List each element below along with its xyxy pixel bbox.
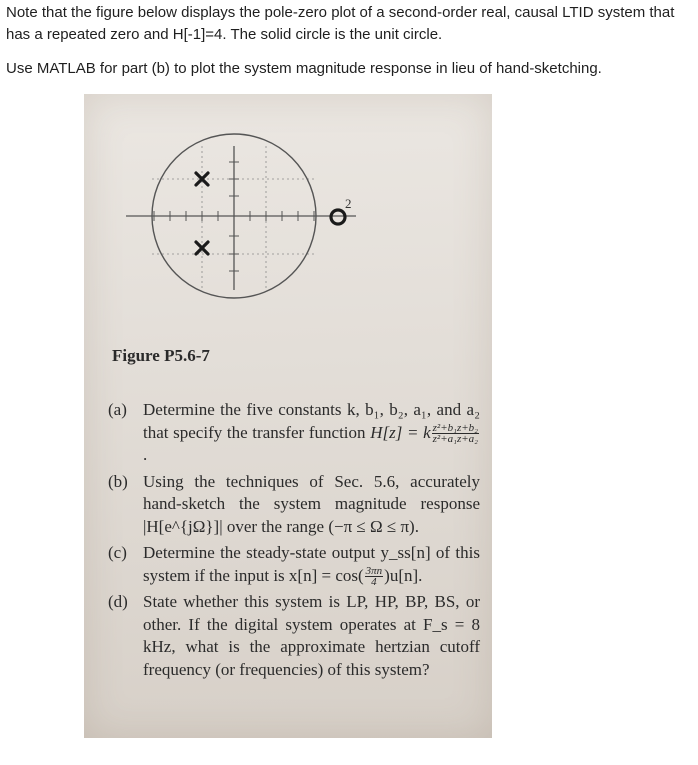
intro-paragraph-2: Use MATLAB for part (b) to plot the system magnitude response in lieu of hand-sketching. [6,60,602,77]
problem-d [108,591,480,681]
transfer-function-fraction [432,423,479,444]
problem-c-text-end: )u[n]. [384,565,423,585]
problem-d-text: State whether this system is LP, HP, BP, BS, or other. If the digital system operates at F_s = 8 kHz, what is the approximate hertzian cutoff frequency (or frequencies) of this system? [143,592,480,679]
pole-zero-plot [84,94,492,344]
problem-a [108,399,480,467]
repeated-zero [331,210,345,224]
zero-multiplicity-label: 2 [345,196,352,211]
problem-c-label: (c) [108,543,127,563]
input-frequency-numerator: 3πn [365,565,383,578]
problem-a-text: Determine the five constants k, b₁, b₂, a₁, and a₂ that specify the transfer function [143,400,480,442]
problem-b [108,471,480,539]
input-frequency-denominator: 4 [371,576,377,589]
problem-list [108,399,480,685]
input-frequency-fraction [365,566,384,587]
figure-caption: Figure P5.6-7 [112,346,210,365]
problem-b-text: Using the techniques of Sec. 5.6, accurately hand-sketch the system magnitude response |H[e^{jΩ}]| over the range (−π ≤ Ω ≤ π). [143,471,480,536]
problem-a-label: (a) [108,400,127,419]
transfer-function-lhs: H[z] = k [370,422,431,442]
problem-d-label: (d) [108,592,128,612]
problem-c [108,542,480,587]
transfer-function-denominator: z²+a₁z+a₂ [432,433,478,446]
problem-b-label: (b) [108,471,128,491]
intro-paragraph-1: Note that the figure below displays the pole-zero plot of a second-order real, causal LTID system that has a repeated zero and H[-1]=4. The solid circle is the unit circle. [6,4,675,43]
problem-c-text: Determine the steady-state output y_ss[n] of this system if the input is x[n] = cos( [143,543,480,585]
transfer-function-numerator: z²+b₁z+b₂ [432,422,478,435]
intro-text [6,2,694,80]
textbook-photo [84,94,492,738]
problem-a-text-end: . [143,445,148,465]
